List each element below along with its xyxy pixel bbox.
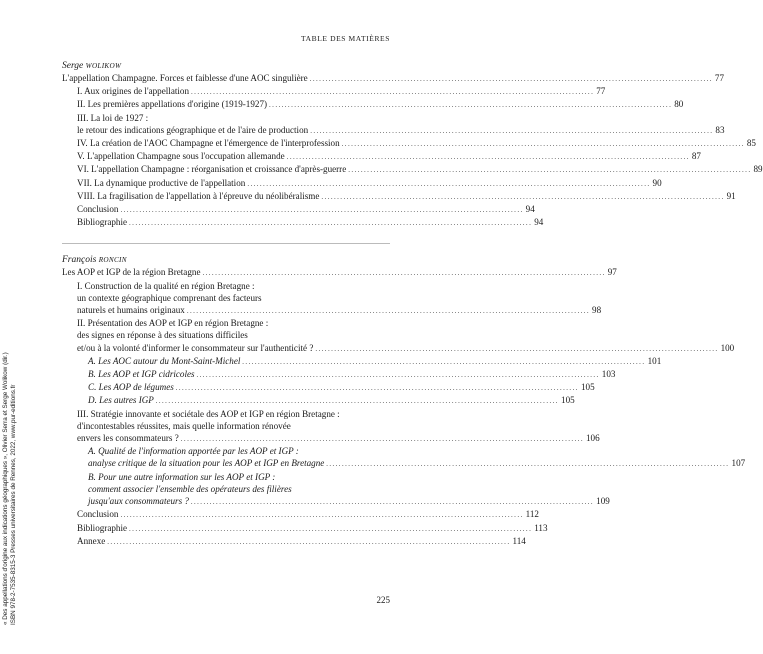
toc-entry[interactable]: IV. La création de l'AOC Champagne et l'émergence de l'interprofession ................................................................................................................................ 85 [77, 138, 756, 149]
toc-entry[interactable]: I. Aux origines de l'appellation ................................................................................................................................ 77 [77, 86, 606, 97]
toc-entry[interactable]: II. Les premières appellations d'origine (1919-1927) ................................................................................................................................ 80 [77, 99, 684, 110]
toc-entry[interactable]: et/ou à la volonté d'informer le consommateur sur l'authenticité ? ................................................................................................................................ 100 [77, 342, 735, 353]
toc-subentry[interactable]: A. Les AOC autour du Mont-Saint-Michel ................................................................................................................................ 101 [88, 355, 662, 366]
toc-entry-line: III. Stratégie innovante et sociétale des AOP et IGP en région Bretagne : [77, 408, 340, 419]
toc-subentry[interactable]: B. Les AOP et IGP cidricoles ................................................................................................................................ 103 [88, 369, 616, 380]
toc-entry[interactable]: Conclusion ................................................................................................................................ 112 [77, 509, 539, 520]
toc-entry[interactable]: VIII. La fragilisation de l'appellation à l'épreuve du néolibéralisme ................................................................................................................................ 91 [77, 190, 736, 201]
toc-entry[interactable]: V. L'appellation Champagne sous l'occupation allemande ................................................................................................................................ 87 [77, 151, 701, 162]
running-head: TABLE DES MATIÈRES [301, 34, 390, 43]
toc-entry[interactable]: envers les consommateurs ? ................................................................................................................................ 106 [77, 433, 600, 444]
toc-subentry[interactable]: C. Les AOP de légumes ................................................................................................................................ 105 [88, 382, 595, 393]
toc-subentry[interactable]: jusqu'aux consommateurs ? ................................................................................................................................ 109 [88, 496, 610, 507]
page-number: 225 [376, 595, 390, 605]
toc-entry[interactable]: Conclusion ................................................................................................................................ 94 [77, 204, 535, 215]
toc-entry[interactable]: VII. La dynamique productive de l'appellation ................................................................................................................................ 90 [77, 177, 662, 188]
toc-entry[interactable]: Bibliographie ................................................................................................................................ 113 [77, 522, 548, 533]
side-note [2, 255, 40, 625]
author-wolikow: Serge WOLIKOW [62, 61, 122, 71]
section1-items-a [62, 85, 684, 111]
toc-entry-line: III. La loi de 1927 : [77, 112, 149, 123]
toc-subentry-line: A. Qualité de l'information apportée par les AOP et IGP : [88, 446, 299, 457]
toc-entry[interactable]: VI. L'appellation Champagne : réorganisation et croissance d'après-guerre ................................................................................................................................ 89 [77, 164, 763, 175]
toc-entry[interactable]: le retour des indications géographique et de l'aire de production ................................................................................................................................ 83 [77, 124, 725, 135]
side-note-line1: « Des appellations d'origine aux indications géographiques », Olivier Serra et Serge Wolikow (dir.) [2, 352, 9, 625]
toc-entry[interactable]: Annexe ................................................................................................................................ 114 [77, 535, 526, 546]
chapter-title[interactable]: Les AOP et IGP de la région Bretagne ................................................................................................................................ 97 [62, 267, 617, 278]
toc-subentry[interactable]: D. Les autres IGP ................................................................................................................................ 105 [88, 395, 575, 406]
author-lastname: RONCIN [98, 256, 127, 265]
author-lastname: WOLIKOW [85, 62, 122, 70]
toc-entry-line: un contexte géographique comprenant des facteurs [77, 292, 262, 303]
toc-entry-line: II. Présentation des AOP et IGP en région Bretagne : [77, 318, 269, 329]
toc-subentry-line: comment associer l'ensemble des opérateurs des filières [88, 483, 292, 494]
toc-entry[interactable]: Bibliographie ................................................................................................................................ 94 [77, 217, 544, 228]
toc-subentry[interactable]: analyse critique de la situation pour les AOP et IGP en Bretagne ................................................................................................................................ 107 [88, 458, 746, 469]
author-roncin: François RONCIN [62, 255, 127, 266]
chapter-title[interactable]: L'appellation Champagne. Forces et faiblesse d'une AOC singulière ................................................................................................................................ 77 [62, 73, 725, 83]
toc-subentry-line: B. Pour une autre information sur les AOP et IGP : [88, 471, 276, 482]
toc-entry-line: d'incontestables réussites, mais quelle information rénovée [77, 420, 291, 431]
side-note-line2: ISBN 978-2-7535-8315-3 Presses universitaires de Rennes, 2022, www.pur-editions.fr [10, 384, 18, 625]
toc-entry[interactable]: naturels et humains originaux ................................................................................................................................ 98 [77, 305, 602, 316]
toc-content [62, 60, 763, 548]
toc-entry-line: I. Construction de la qualité en région Bretagne : [77, 280, 255, 291]
toc-entry-line: des signes en réponse à des situations difficiles [77, 330, 248, 341]
